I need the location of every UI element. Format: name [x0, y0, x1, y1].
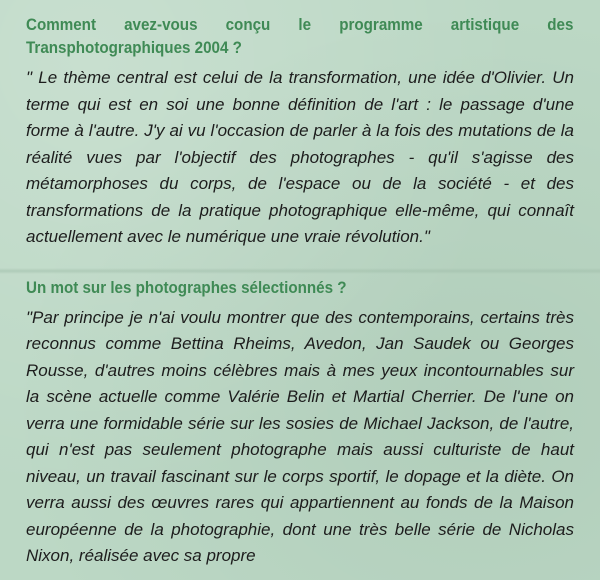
answer-paragraph-2: "Par principe je n'ai voulu montrer que des contemporains, certains très reconnus comme Bettina Rheims, Avedon, Jan Saudek ou Georges Rousse, d'autres moins célèbres mais à mes yeux incontournables sur la scène actuelle comme Valérie Belin et Martial Cherrier. De l'une on verra une formidable série sur les sosies de Michael Jackson, de l'autre, qui n'est pas seulement photographe mais aussi culturiste de haut niveau, un travail fascinant sur le corps sportif, le dopage et la diète. On verra aussi des œuvres rares qui appartiennent au fonds de la Maison européenne de la photographie, dont une très belle série de Nicholas Nixon, réalisée avec sa propre — [26, 307, 574, 565]
question-heading-2: Un mot sur les photographes sélectionnés ? — [26, 278, 347, 297]
question-heading-1: Comment avez-vous conçu le programme artistique des Transphotographiques 2004 ? — [26, 16, 574, 57]
answer-paragraph-1: " Le thème central est celui de la transformation, une idée d'Olivier. Un terme qui est en soi une bonne définition de l'art : le passage d'une forme à l'autre. J'y ai vu l'occasion de parler à la fois des mutations de la réalité vues par l'objectif des photographes - qu'il s'agisse des métamorphoses du corps, de l'espace ou de la société - et des transformations de la pratique photographique elle-même, qui connaît actuellement avec le numérique une vraie révolution." — [26, 68, 574, 246]
paper-band — [0, 268, 600, 274]
